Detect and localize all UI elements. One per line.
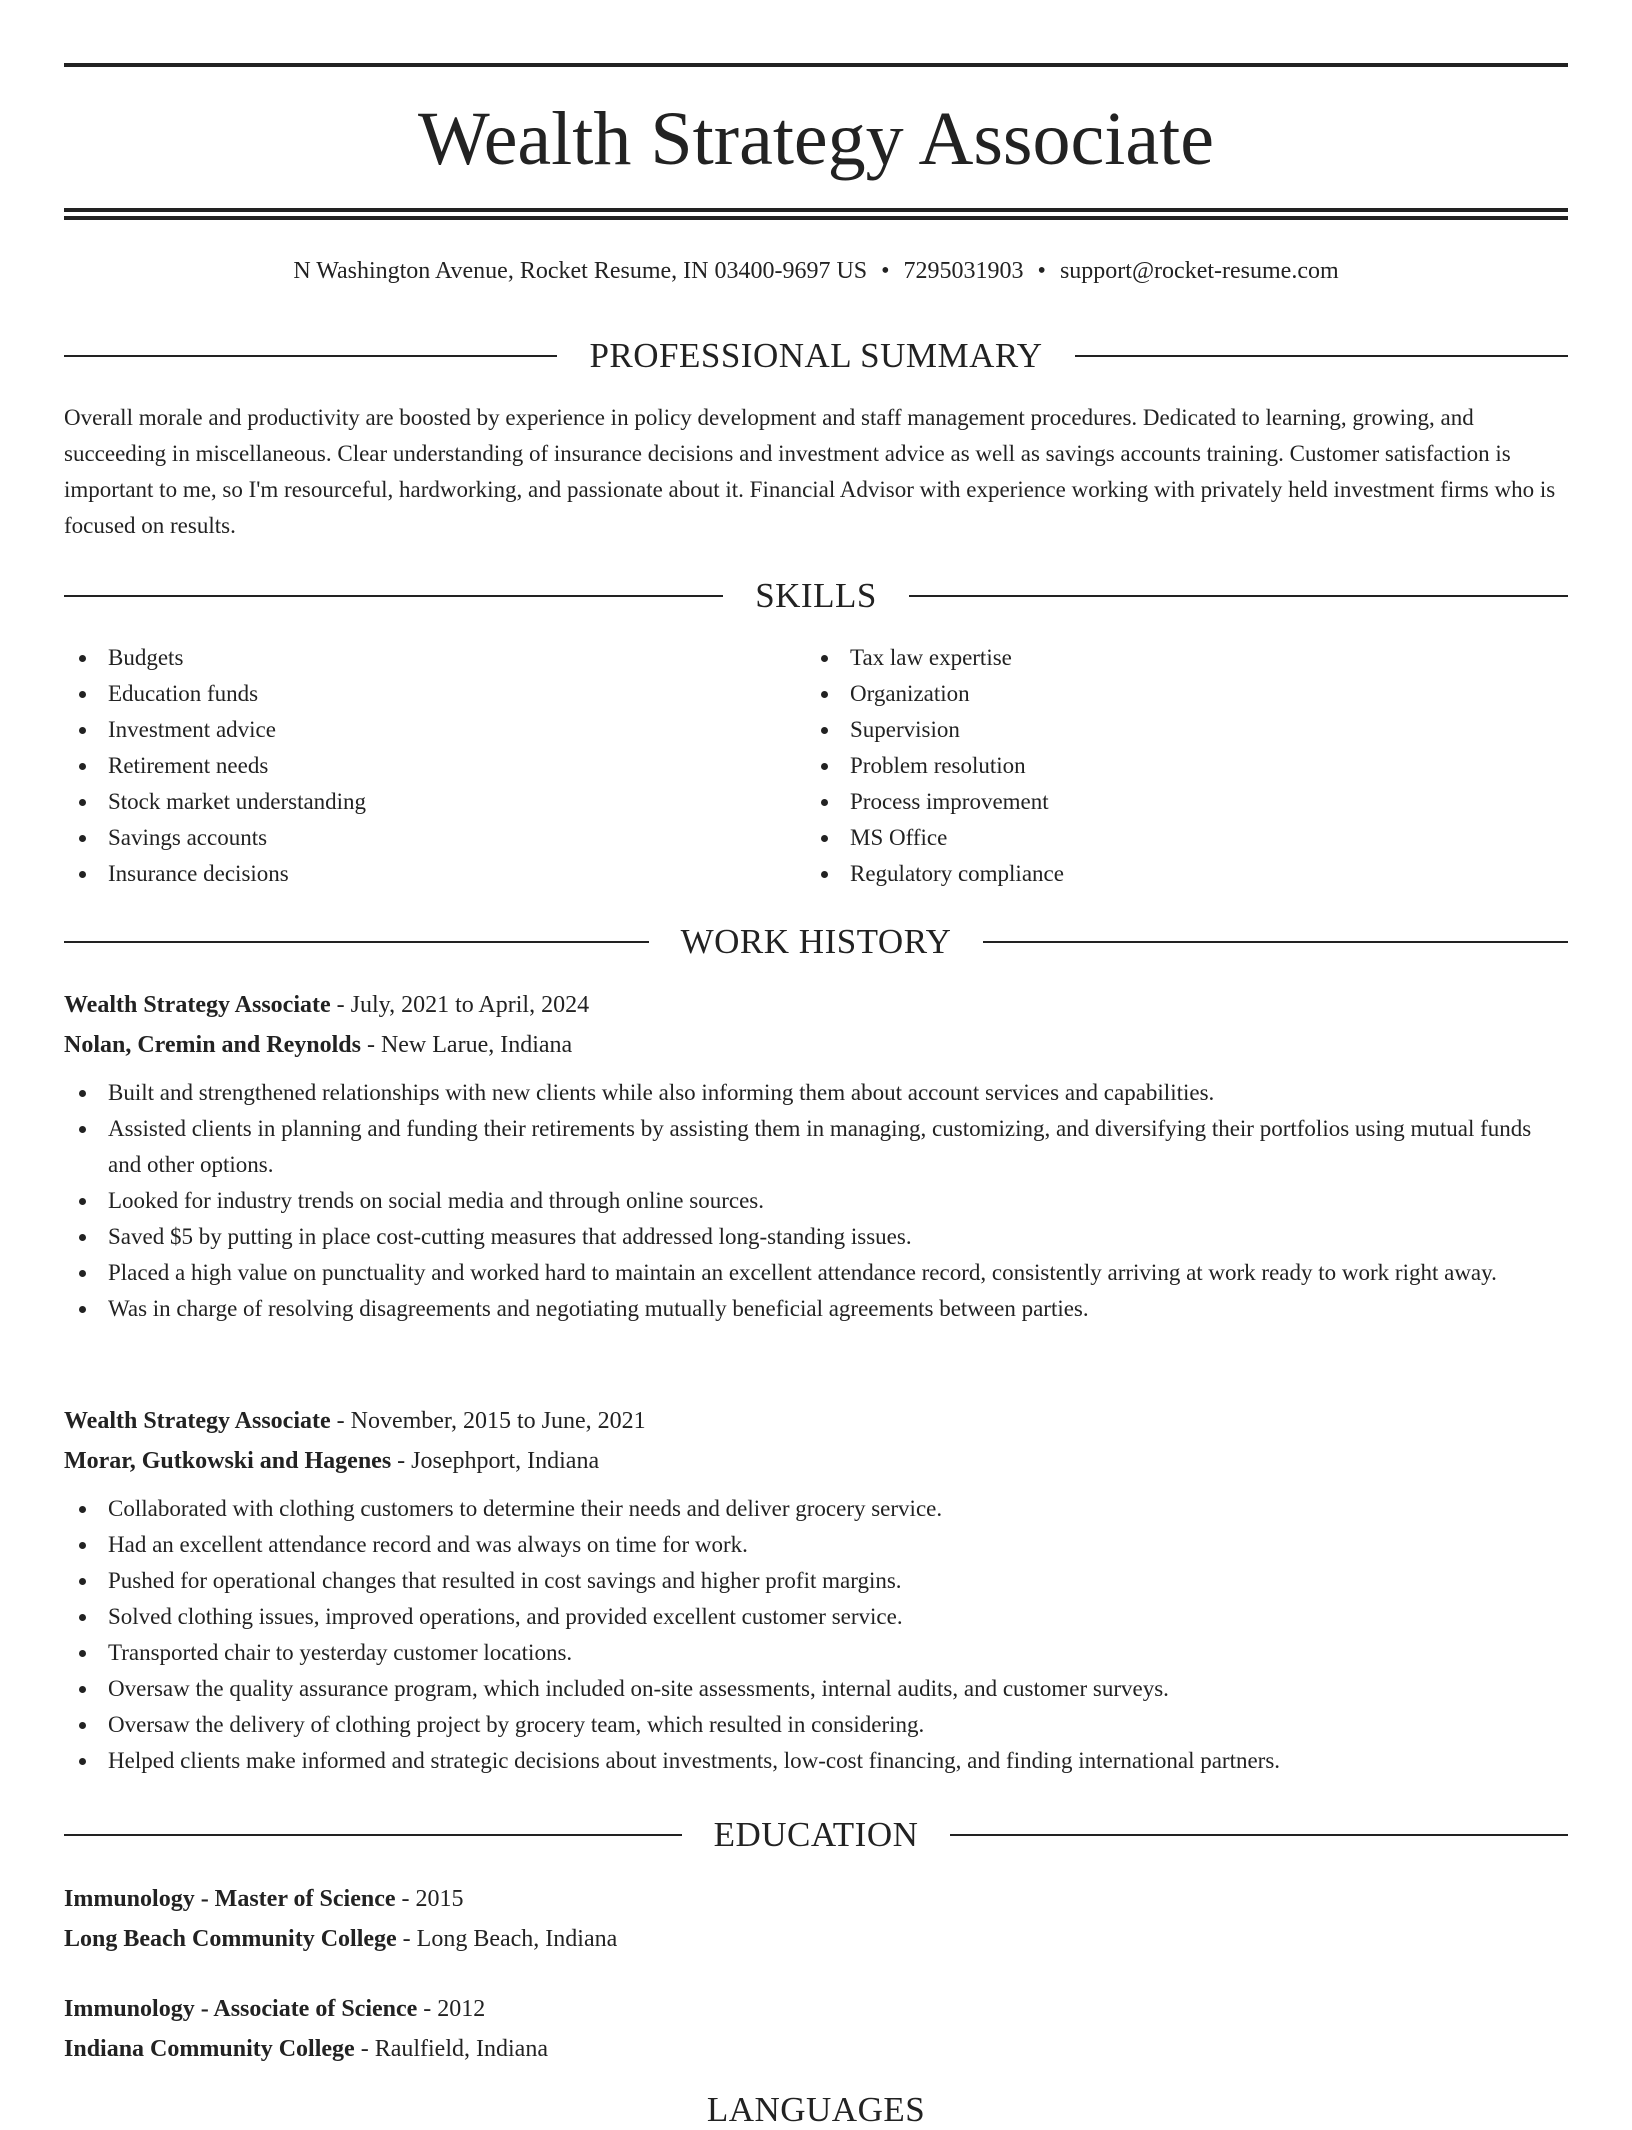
work-entry — [64, 985, 1568, 1327]
skill-item: Supervision — [806, 712, 1064, 748]
edu-school-line — [64, 2029, 1568, 2069]
skill-item: Tax law expertise — [806, 640, 1064, 676]
skill-item: Education funds — [64, 676, 366, 712]
heading-rule-right — [983, 941, 1568, 943]
job-bullet: Had an excellent attendance record and was always on time for work. — [64, 1527, 1568, 1563]
skill-item: MS Office — [806, 820, 1064, 856]
top-rule — [64, 63, 1568, 67]
job-bullets — [64, 1491, 1568, 1779]
job-bullet: Helped clients make informed and strategic decisions about investments, low-cost financing, and finding international partners. — [64, 1743, 1568, 1779]
edu-school-line — [64, 1919, 1568, 1959]
summary-text: Overall morale and productivity are boosted by experience in policy development and staff management procedures. Dedicated to learning, growing, and succeeding in miscellaneous. Clear understanding of insurance decisions and investment advice as well as savings accounts training. Customer satisfaction is important to me, so I'm resourceful, hardworking, and passionate about it. Financial Advisor with experience working with privately held investment firms who is focused on results. — [64, 405, 1556, 538]
edu-school: Indiana Community College — [64, 2036, 355, 2062]
summary-title: PROFESSIONAL SUMMARY — [589, 336, 1043, 375]
skill-item: Regulatory compliance — [806, 856, 1064, 892]
skill-item: Insurance decisions — [64, 856, 366, 892]
heading-rule-right — [950, 1834, 1568, 1836]
contact-line — [64, 254, 1568, 288]
heading-rule-right — [909, 595, 1568, 597]
job-dates: - November, 2015 to June, 2021 — [330, 1408, 646, 1434]
education-entry — [64, 1879, 1568, 1959]
contact-separator: • — [1037, 258, 1046, 284]
job-location: - Josephport, Indiana — [391, 1448, 600, 1474]
job-bullet: Built and strengthened relationships with new clients while also informing them about account services and capabilities. — [64, 1075, 1568, 1111]
job-location: - New Larue, Indiana — [360, 1032, 573, 1058]
languages-heading — [64, 2090, 1568, 2130]
edu-degree-line — [64, 1989, 1568, 2029]
skills-heading — [64, 576, 1568, 616]
skills-column-left — [64, 640, 366, 892]
job-bullet: Transported chair to yesterday customer locations. — [64, 1635, 1568, 1671]
job-title: Wealth Strategy Associate — [64, 1408, 331, 1434]
job-bullet: Assisted clients in planning and funding their retirements by assisting them in managing, customizing, and diversifying their portfolios using mutual funds and other options. — [64, 1111, 1568, 1183]
edu-year: - 2012 — [417, 1996, 486, 2022]
job-bullet: Solved clothing issues, improved operations, and provided excellent customer service. — [64, 1599, 1568, 1635]
heading-rule-left — [64, 355, 557, 357]
job-dates: - July, 2021 to April, 2024 — [330, 992, 590, 1018]
skill-item: Investment advice — [64, 712, 366, 748]
edu-degree: Immunology - Master of Science — [64, 1886, 396, 1912]
edu-degree-line — [64, 1879, 1568, 1919]
edu-location: - Long Beach, Indiana — [396, 1926, 618, 1952]
job-bullet: Saved $5 by putting in place cost-cutting measures that addressed long-standing issues. — [64, 1219, 1568, 1255]
skill-item: Retirement needs — [64, 748, 366, 784]
contact-phone: 7295031903 — [903, 258, 1024, 284]
job-title-line — [64, 985, 1568, 1025]
skill-item: Problem resolution — [806, 748, 1064, 784]
skill-item: Organization — [806, 676, 1064, 712]
skill-item: Savings accounts — [64, 820, 366, 856]
job-company: Morar, Gutkowski and Hagenes — [64, 1448, 392, 1474]
edu-school: Long Beach Community College — [64, 1926, 397, 1952]
heading-rule-right — [1075, 355, 1568, 357]
resume-name: Wealth Strategy Associate — [418, 97, 1214, 181]
education-title: EDUCATION — [713, 1815, 919, 1854]
job-company-line — [64, 1025, 1568, 1065]
job-bullet: Oversaw the quality assurance program, which included on-site assessments, internal audits, and customer surveys. — [64, 1671, 1568, 1707]
job-company: Nolan, Cremin and Reynolds — [64, 1032, 361, 1058]
skills-column-right — [806, 640, 1064, 892]
skill-item: Budgets — [64, 640, 366, 676]
heading-rule-left — [64, 941, 649, 943]
job-bullet: Was in charge of resolving disagreements and negotiating mutually beneficial agreements between parties. — [64, 1291, 1568, 1327]
skill-item: Stock market understanding — [64, 784, 366, 820]
work-heading — [64, 922, 1568, 962]
heading-rule-left — [64, 1834, 682, 1836]
summary-heading — [64, 336, 1568, 376]
header-rule-upper — [64, 208, 1568, 212]
job-bullet: Looked for industry trends on social media and through online sources. — [64, 1183, 1568, 1219]
job-company-line — [64, 1441, 1568, 1481]
job-bullet: Oversaw the delivery of clothing project by grocery team, which resulted in considering. — [64, 1707, 1568, 1743]
heading-rule-left — [64, 595, 723, 597]
contact-email: support@rocket-resume.com — [1059, 258, 1339, 284]
work-entry — [64, 1401, 1568, 1779]
edu-degree: Immunology - Associate of Science — [64, 1996, 418, 2022]
edu-year: - 2015 — [395, 1886, 464, 1912]
job-bullets — [64, 1075, 1568, 1327]
job-bullet: Collaborated with clothing customers to determine their needs and deliver grocery service. — [64, 1491, 1568, 1527]
header-rule-lower — [64, 216, 1568, 220]
contact-separator: • — [881, 258, 890, 284]
edu-location: - Raulfield, Indiana — [354, 2036, 548, 2062]
work-title: WORK HISTORY — [680, 922, 952, 961]
contact-address: N Washington Avenue, Rocket Resume, IN 03400-9697 US — [293, 258, 868, 284]
skills-title: SKILLS — [755, 576, 877, 615]
job-bullet: Placed a high value on punctuality and worked hard to maintain an excellent attendance record, consistently arriving at work ready to work right away. — [64, 1255, 1568, 1291]
job-bullet: Pushed for operational changes that resulted in cost savings and higher profit margins. — [64, 1563, 1568, 1599]
job-title-line — [64, 1401, 1568, 1441]
languages-title: LANGUAGES — [706, 2090, 926, 2129]
education-heading — [64, 1815, 1568, 1855]
skill-item: Process improvement — [806, 784, 1064, 820]
education-entry — [64, 1989, 1568, 2069]
job-title: Wealth Strategy Associate — [64, 992, 331, 1018]
